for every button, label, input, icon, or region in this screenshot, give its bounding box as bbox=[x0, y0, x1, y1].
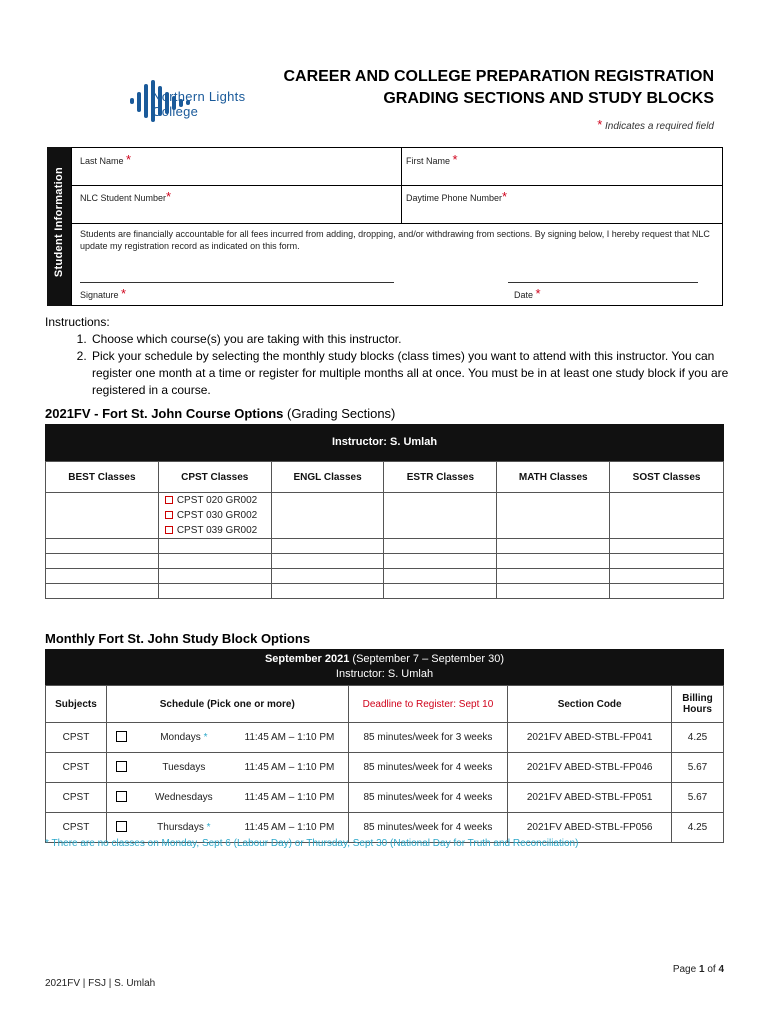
table-row: CPST Tuesdays 11:45 AM – 1:10 PM 85 minutes/week for 4 weeks 2021FV ABED-STBL-FP046 5.67 bbox=[46, 753, 724, 783]
signature-label: Signature * bbox=[80, 286, 127, 301]
required-note: * Indicates a required field bbox=[597, 117, 714, 132]
col-billing-hours: Billing Hours bbox=[672, 686, 724, 723]
col-cpst: CPST Classes bbox=[158, 462, 271, 493]
first-name-field[interactable]: First Name * bbox=[406, 152, 458, 167]
instructions-heading: Instructions: bbox=[45, 315, 110, 329]
study-block-table bbox=[45, 685, 724, 843]
cpst-option-030[interactable]: CPST 030 GR002 bbox=[159, 508, 271, 523]
page-title: CAREER AND COLLEGE PREPARATION REGISTRATION GRADING SECTIONS AND STUDY BLOCKS bbox=[283, 68, 714, 107]
col-math: MATH Classes bbox=[497, 462, 610, 493]
date-line[interactable] bbox=[508, 282, 698, 283]
checkbox-icon[interactable] bbox=[165, 496, 173, 504]
table-row bbox=[46, 584, 724, 599]
table-row bbox=[46, 493, 724, 539]
col-section-code: Section Code bbox=[508, 686, 672, 723]
last-name-field[interactable]: Last Name * bbox=[80, 152, 132, 167]
phone-field[interactable]: Daytime Phone Number* bbox=[406, 189, 508, 204]
instruction-step-1: 1. Choose which course(s) you are taking with this instructor. bbox=[90, 331, 735, 348]
cpst-option-039[interactable]: CPST 039 GR002 bbox=[159, 523, 271, 538]
grading-instructor-bar: Instructor: S. Umlah bbox=[45, 424, 724, 461]
college-name: Northern Lights College bbox=[152, 89, 246, 119]
grading-header-row bbox=[46, 462, 724, 493]
student-number-field[interactable]: NLC Student Number* bbox=[80, 189, 172, 204]
checkbox-icon[interactable] bbox=[106, 783, 136, 813]
checkbox-icon[interactable] bbox=[165, 511, 173, 519]
cpst-options bbox=[158, 493, 271, 539]
col-subjects: Subjects bbox=[46, 686, 107, 723]
instruction-step-2: 2. Pick your schedule by selecting the monthly study blocks (class times) you want to attend with this instructor. You can register one month at a time or register for multiple months all at once. You must be in at least one study block if you are registered in a course. bbox=[90, 348, 735, 399]
page-number: Page 1 of 4 bbox=[672, 964, 724, 975]
table-row bbox=[46, 539, 724, 554]
col-estr: ESTR Classes bbox=[384, 462, 497, 493]
instructions bbox=[45, 314, 735, 399]
table-row: CPST Thursdays * 11:45 AM – 1:10 PM 85 minutes/week for 4 weeks 2021FV ABED-STBL-FP056 4.25 bbox=[46, 813, 724, 843]
signature-line[interactable] bbox=[80, 282, 394, 283]
financial-disclaimer: Students are financially accountable for all fees incurred from adding, dropping, and/or withdrawing from sections. By signing below, I hereby request that NLC update my registration record as indicated on this form. bbox=[80, 229, 710, 251]
col-schedule: Schedule (Pick one or more) bbox=[106, 686, 348, 723]
col-deadline: Deadline to Register: Sept 10 bbox=[348, 686, 508, 723]
student-info-label: Student Information bbox=[53, 166, 65, 278]
cpst-option-020[interactable]: CPST 020 GR002 bbox=[159, 493, 271, 508]
grading-heading: 2021FV - Fort St. John Course Options (Grading Sections) bbox=[45, 406, 396, 421]
student-info-form bbox=[71, 147, 723, 306]
table-row: CPST Mondays * 11:45 AM – 1:10 PM 85 minutes/week for 3 weeks 2021FV ABED-STBL-FP041 4.25 bbox=[46, 723, 724, 753]
checkbox-icon[interactable] bbox=[106, 723, 136, 753]
grading-table bbox=[45, 461, 724, 599]
study-heading: Monthly Fort St. John Study Block Options bbox=[45, 631, 311, 646]
footer-info: 2021FV | FSJ | S. Umlah bbox=[45, 978, 156, 989]
checkbox-icon[interactable] bbox=[165, 526, 173, 534]
col-best: BEST Classes bbox=[46, 462, 159, 493]
study-month-bar: September 2021 (September 7 – September 30) Instructor: S. Umlah bbox=[45, 649, 724, 685]
col-engl: ENGL Classes bbox=[271, 462, 384, 493]
study-footnote: * There are no classes on Monday, Sept 6 (Labour Day) or Thursday, Sept 30 (National Day for Truth and Reconciliation) bbox=[45, 838, 579, 849]
study-header-row bbox=[46, 686, 724, 723]
date-label: Date * bbox=[514, 286, 541, 301]
checkbox-icon[interactable] bbox=[106, 753, 136, 783]
table-row: CPST Wednesdays 11:45 AM – 1:10 PM 85 minutes/week for 4 weeks 2021FV ABED-STBL-FP051 5.67 bbox=[46, 783, 724, 813]
table-row bbox=[46, 569, 724, 584]
table-row bbox=[46, 554, 724, 569]
col-sost: SOST Classes bbox=[610, 462, 724, 493]
